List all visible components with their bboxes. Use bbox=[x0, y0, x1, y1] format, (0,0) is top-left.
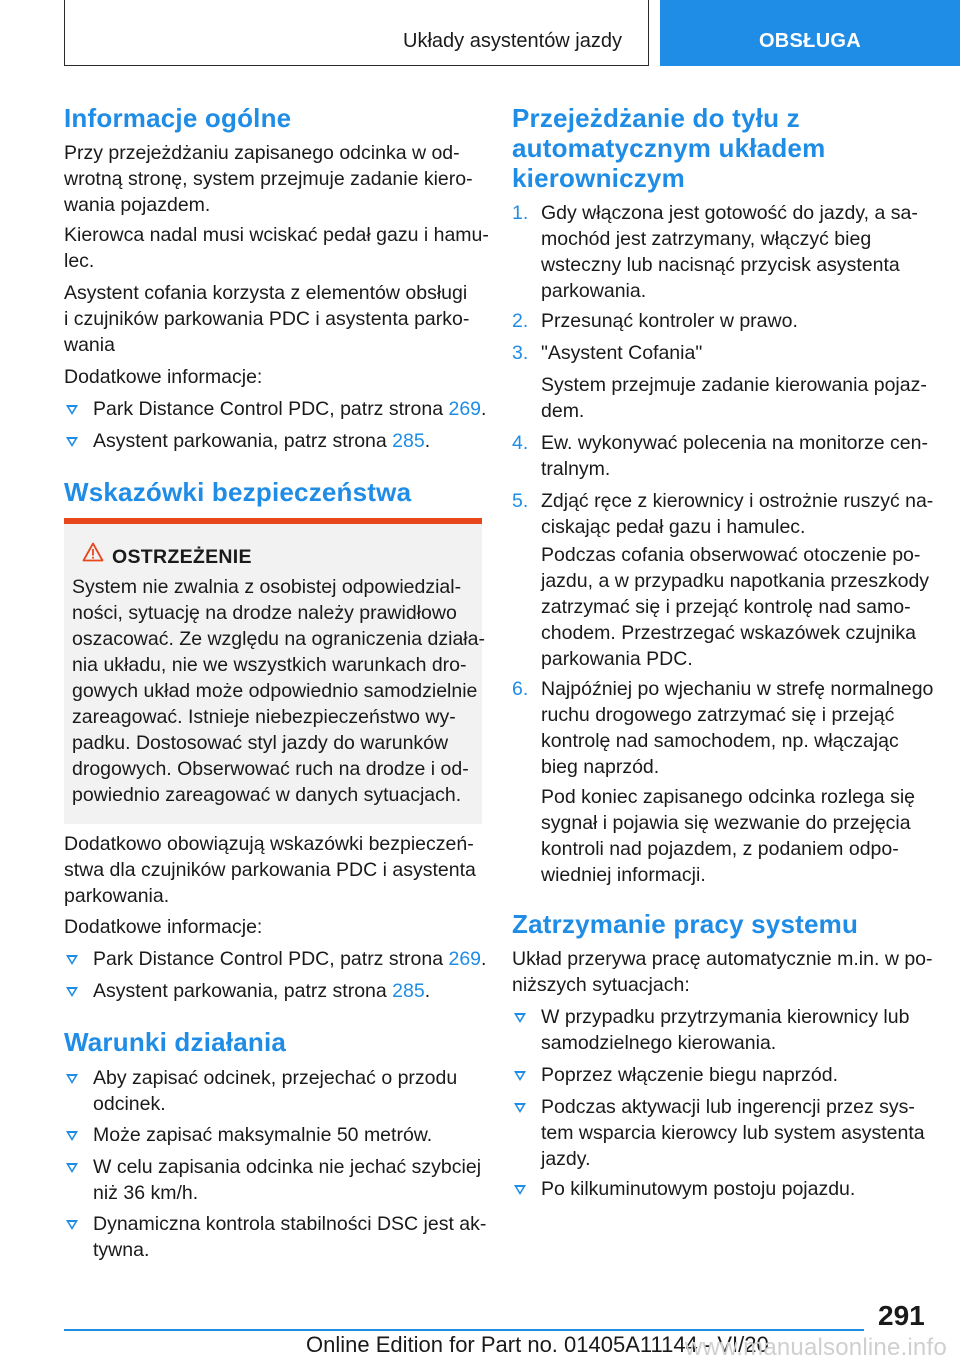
triangle-bullet-icon bbox=[66, 1074, 78, 1084]
paragraph: Kierowca nadal musi wciskać pedał gazu i hamu- lec. bbox=[64, 224, 489, 272]
triangle-bullet-icon bbox=[66, 955, 78, 965]
triangle-bullet-icon bbox=[66, 1131, 78, 1141]
heading-general: Informacje ogólne bbox=[64, 103, 292, 133]
triangle-bullet-icon bbox=[66, 405, 78, 415]
triangle-bullet-icon bbox=[66, 987, 78, 997]
header-box bbox=[64, 0, 649, 66]
step-number: 3. bbox=[512, 342, 529, 364]
section-title: Układy asystentów jazdy bbox=[403, 30, 622, 52]
heading-reverse: Przejeżdżanie do tyłu z automatycznym układem kierowniczym bbox=[512, 103, 826, 193]
page-link[interactable]: 285 bbox=[392, 980, 425, 1002]
triangle-bullet-icon bbox=[514, 1103, 526, 1113]
footer-rule bbox=[64, 1329, 864, 1331]
edition-text: Online Edition for Part no. 01405A11144 - VI/20 bbox=[306, 1332, 769, 1357]
step-number: 5. bbox=[512, 490, 529, 512]
step-number: 6. bbox=[512, 678, 529, 700]
triangle-bullet-icon bbox=[66, 437, 78, 447]
step-number: 2. bbox=[512, 310, 529, 332]
warning-box bbox=[64, 518, 485, 824]
step-number: 4. bbox=[512, 432, 529, 454]
paragraph: Przy przejeżdżaniu zapisanego odcinka w od- wrotną stronę, system przejmuje zadanie kiero- wania pojazdem. bbox=[64, 142, 473, 216]
paragraph: Układ przerywa pracę automatycznie m.in. w po- niższych sytuacjach: bbox=[512, 948, 933, 996]
watermark: www.manualsonline.info bbox=[685, 1334, 947, 1361]
triangle-bullet-icon bbox=[514, 1071, 526, 1081]
step-number: 1. bbox=[512, 202, 529, 224]
warning-triangle-icon bbox=[82, 542, 104, 567]
more-info-label: Dodatkowe informacje: bbox=[64, 916, 263, 938]
warning-bar bbox=[64, 518, 482, 524]
chapter-tab-label: OBSŁUGA bbox=[758, 30, 862, 52]
triangle-bullet-icon bbox=[514, 1013, 526, 1023]
page-link[interactable]: 269 bbox=[448, 398, 482, 420]
triangle-bullet-icon bbox=[66, 1220, 78, 1230]
more-info-label: Dodatkowe informacje: bbox=[64, 366, 263, 388]
page-link[interactable]: 269 bbox=[448, 948, 482, 970]
paragraph: Asystent cofania korzysta z elementów obsługi i czujników parkowania PDC i asystenta parko- wania bbox=[64, 282, 470, 356]
heading-stop: Zatrzymanie pracy systemu bbox=[512, 909, 859, 939]
heading-conditions: Warunki działania bbox=[64, 1027, 287, 1057]
paragraph: Dodatkowo obowiązują wskazówki bezpieczeń- stwa dla czujników parkowania PDC i asystenta parkowania. bbox=[64, 833, 476, 907]
page-number: 291 bbox=[878, 1300, 925, 1331]
chapter-tab[interactable] bbox=[660, 0, 960, 66]
warning-text: System nie zwalnia z osobistej odpowiedzial- ności, sytuację na drodze należy prawidłowo oszacować. Ze względu na ograniczenia działa- nia układu, nie we wszystkich warunkach dro- gowych układ może odpowiednio samodzielnie zareagować. Istnieje niebezpieczeństwo wy- padku. Dostosować styl jazdy do warunków drogowych. Obserwować ruch na drodze i od- powiednio zareagować w danych sytuacjach. bbox=[72, 576, 485, 806]
warning-title: OSTRZEŻENIE bbox=[112, 546, 252, 568]
page-link[interactable]: 285 bbox=[392, 430, 425, 452]
heading-safety: Wskazówki bezpieczeństwa bbox=[64, 477, 412, 507]
triangle-bullet-icon bbox=[66, 1163, 78, 1173]
triangle-bullet-icon bbox=[514, 1185, 526, 1195]
